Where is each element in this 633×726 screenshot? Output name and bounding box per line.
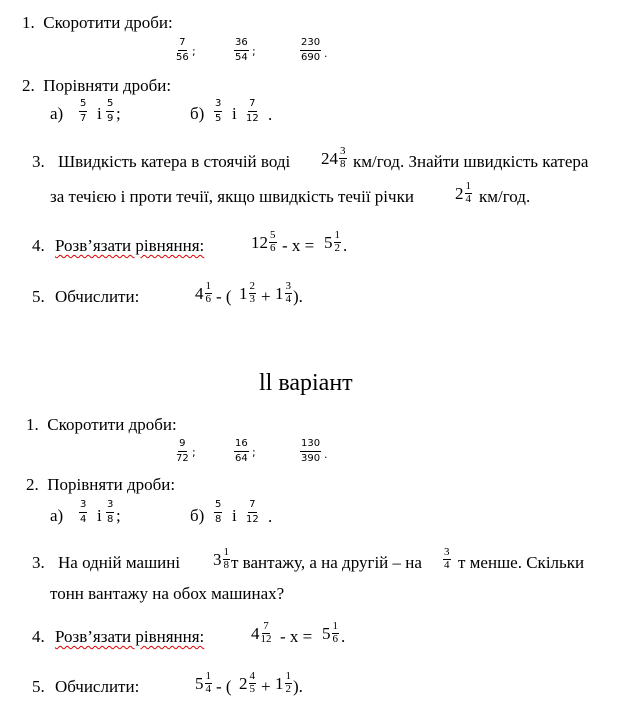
mixed-number: 4 7 12 [251,620,272,645]
fraction: 130 390 [301,438,321,464]
variant-title: ll варіант [259,370,353,396]
fraction: 7 12 [246,98,259,124]
fraction: 5 9 [107,98,114,124]
fraction: 36 54 [235,37,248,63]
mixed-number: 24 3 8 [321,145,346,170]
mixed-number: 4 1 6 [195,280,211,305]
mixed-number: 5 1 4 [195,670,211,695]
mixed-number: 5 1 6 [322,620,338,645]
v1-task1: 1. Скоротити дроби: [22,13,173,32]
fraction: 3 4 [444,546,450,571]
fraction: 3 5 [215,98,222,124]
v2-task1: 1. Скоротити дроби: [26,415,177,434]
mixed-number: 1 3 4 [275,280,291,305]
v1-task2: 2. Порівняти дроби: [22,76,172,95]
mixed-number: 3 1 8 [213,546,229,571]
fraction: 5 7 [80,98,87,124]
v2-task2: 2. Порівняти дроби: [26,475,176,494]
mixed-number: 5 1 2 [324,229,340,254]
fraction: 5 8 [215,499,222,525]
mixed-number: 1 1 2 [275,670,291,695]
fraction: 3 4 [80,499,87,525]
fraction: 3 8 [107,499,114,525]
fraction: 7 12 [246,499,259,525]
mixed-number: 12 5 6 [251,229,276,254]
mixed-number: 1 2 3 [239,280,255,305]
fraction: 230 690 [301,37,321,63]
mixed-number: 2 4 5 [239,670,255,695]
fraction: 7 56 [176,37,189,63]
fraction: 9 72 [176,438,189,464]
fraction: 16 64 [235,438,248,464]
mixed-number: 2 1 4 [455,180,471,205]
